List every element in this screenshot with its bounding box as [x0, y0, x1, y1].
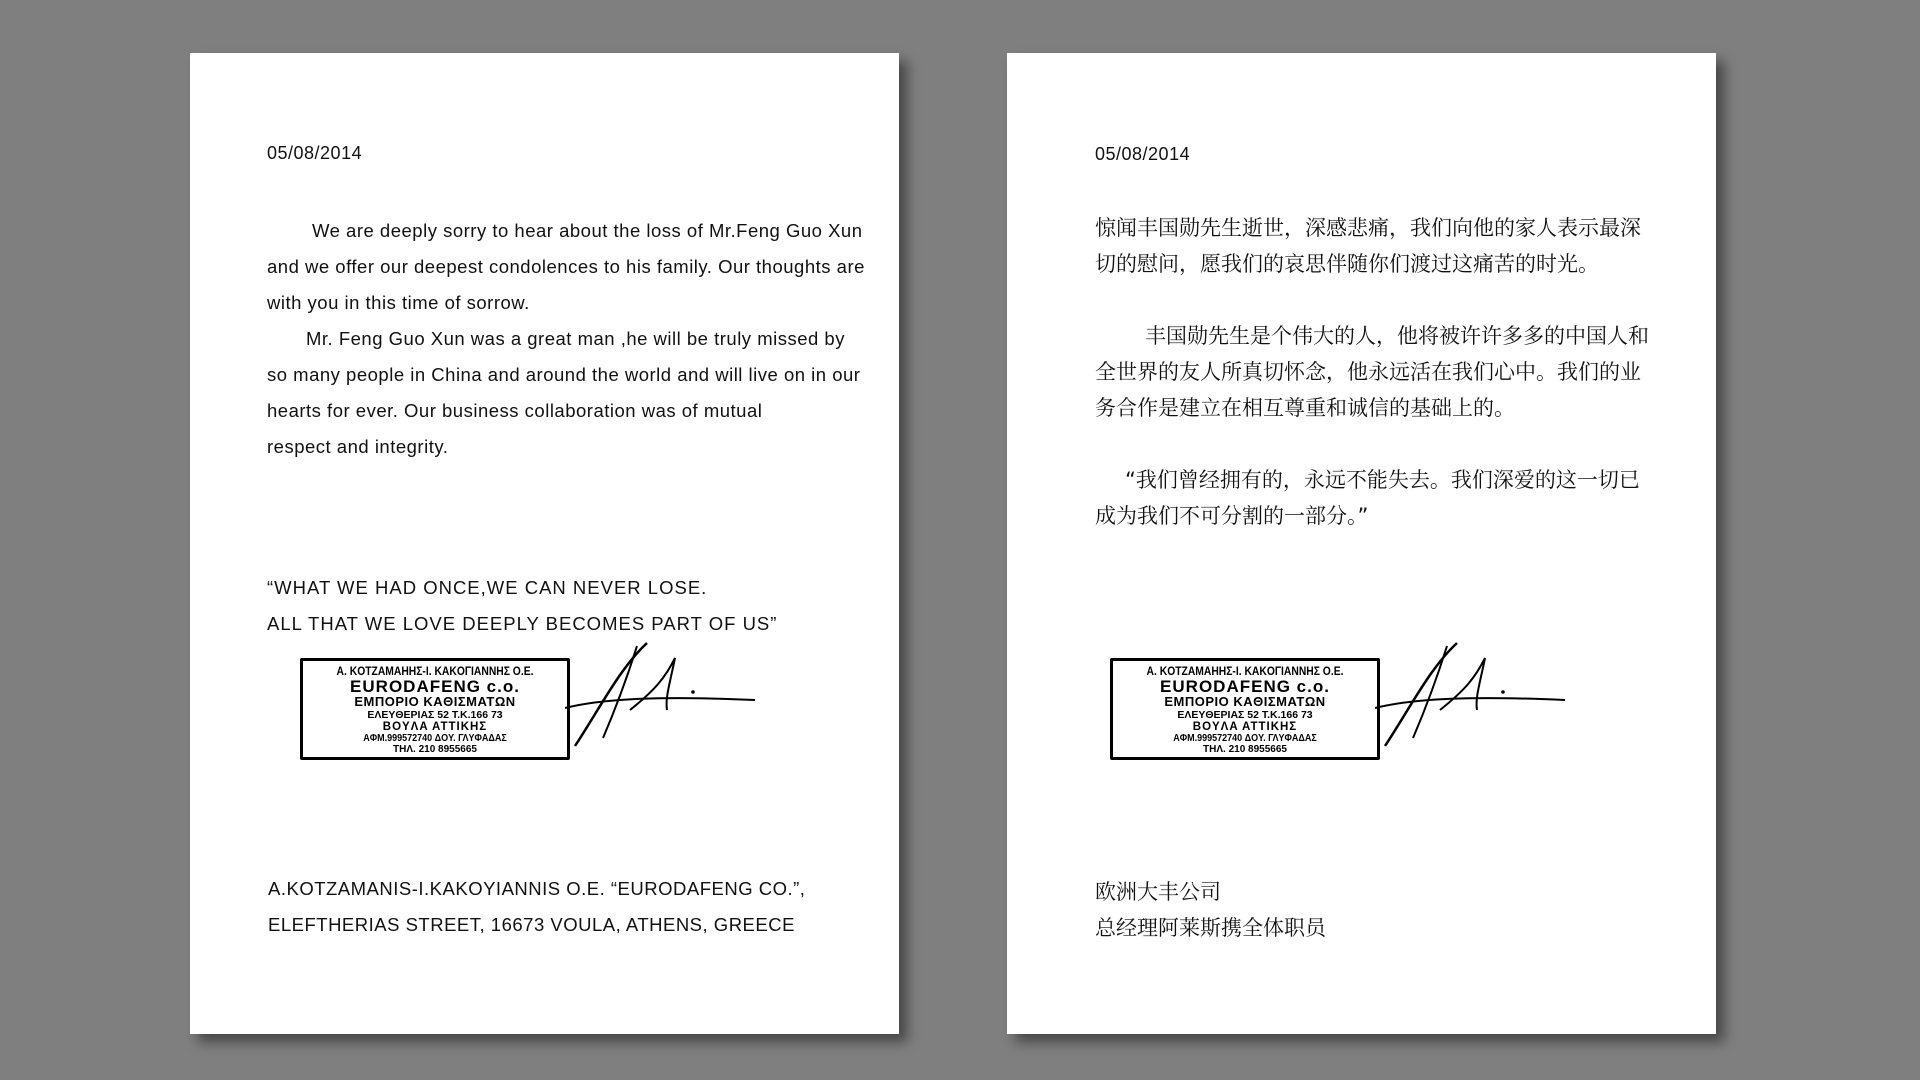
letter-date: 05/08/2014 — [267, 143, 363, 163]
footer-line-1: A.KOTZAMANIS-I.KAKOYIANNIS O.E. “EURODAFENG CO.”, — [268, 878, 806, 899]
stamp-line-4: EΛEYΘEPIAΣ 52 T.K.166 73 — [1177, 709, 1313, 721]
company-address — [268, 871, 805, 943]
stamp-line-7: THΛ. 210 8955665 — [393, 744, 477, 755]
stamp-line-5: BOYΛA ATTIKHΣ — [1192, 721, 1298, 733]
stamp-line-7: THΛ. 210 8955665 — [1203, 744, 1287, 755]
handwritten-signature — [1375, 638, 1565, 758]
letter-body — [267, 213, 867, 465]
footer-line-2: ELEFTHERIAS STREET, 16673 VOULA, ATHENS, GREECE — [268, 914, 795, 935]
stamp-line-6: AΦM.999572740 ΔOY. ΓΛYΦAΔAΣ — [1173, 733, 1317, 744]
stamp-line-5: BOYΛA ATTIKHΣ — [382, 721, 488, 733]
letter-date: 05/08/2014 — [1095, 144, 1191, 164]
company-stamp-and-signature — [300, 638, 770, 778]
quote-line-1: “WHAT WE HAD ONCE,WE CAN NEVER LOSE. — [267, 577, 708, 598]
paragraph-2: Mr. Feng Guo Xun was a great man ,he will be truly missed by so many people in China and around the world and will live on in our hearts for ever. Our business collaboration was of mutual — [267, 328, 861, 421]
stamp-line-6: AΦM.999572740 ΔOY. ΓΛYΦAΔAΣ — [363, 733, 507, 744]
stamp-line-3: EMΠOPIO KAΘIΣMATΩN — [1164, 694, 1326, 709]
company-stamp — [1110, 658, 1380, 760]
handwritten-signature — [565, 638, 755, 758]
stamp-line-1: A. KOTZAMAHHΣ-I. KAKOΓIANNHΣ O.E. — [1146, 664, 1344, 678]
quote-line-2: ALL THAT WE LOVE DEEPLY BECOMES PART OF US” — [267, 613, 778, 634]
stamp-line-2: EURODAFENG c.o. — [1160, 677, 1330, 696]
english-letter-page — [190, 53, 899, 1034]
paragraph-3: respect and integrity. — [267, 436, 449, 457]
footer-line-1: 欧洲大丰公司 — [1095, 880, 1221, 904]
letter-body — [1095, 210, 1655, 534]
stamp-line-4: EΛEYΘEPIAΣ 52 T.K.166 73 — [367, 709, 503, 721]
chinese-letter-page — [1007, 53, 1716, 1034]
company-stamp — [300, 658, 570, 760]
quote — [267, 570, 777, 642]
stamp-line-1: A. KOTZAMAHHΣ-I. KAKOΓIANNHΣ O.E. — [336, 664, 534, 678]
company-signoff — [1095, 874, 1326, 946]
company-stamp-and-signature — [1110, 638, 1580, 778]
stamp-line-2: EURODAFENG c.o. — [350, 677, 520, 696]
footer-line-2: 总经理阿莱斯携全体职员 — [1095, 916, 1326, 940]
quote: “我们曾经拥有的，永远不能失去。我们深爱的这一切已成为我们不可分割的一部分。” — [1095, 468, 1640, 528]
stamp-line-3: EMΠOPIO KAΘIΣMATΩN — [354, 694, 516, 709]
paragraph-1: 惊闻丰国勋先生逝世，深感悲痛，我们向他的家人表示最深切的慰问，愿我们的哀思伴随你们渡过这痛苦的时光。 — [1095, 216, 1641, 276]
paragraph-2: 丰国勋先生是个伟大的人，他将被许许多多的中国人和全世界的友人所真切怀念，他永远活在我们心中。我们的业务合作是建立在相互尊重和诚信的基础上的。 — [1095, 324, 1649, 420]
paragraph-1: We are deeply sorry to hear about the loss of Mr.Feng Guo Xun and we offer our deepest condolences to his family. Our thoughts are with you in this time of sorrow. — [267, 220, 865, 313]
